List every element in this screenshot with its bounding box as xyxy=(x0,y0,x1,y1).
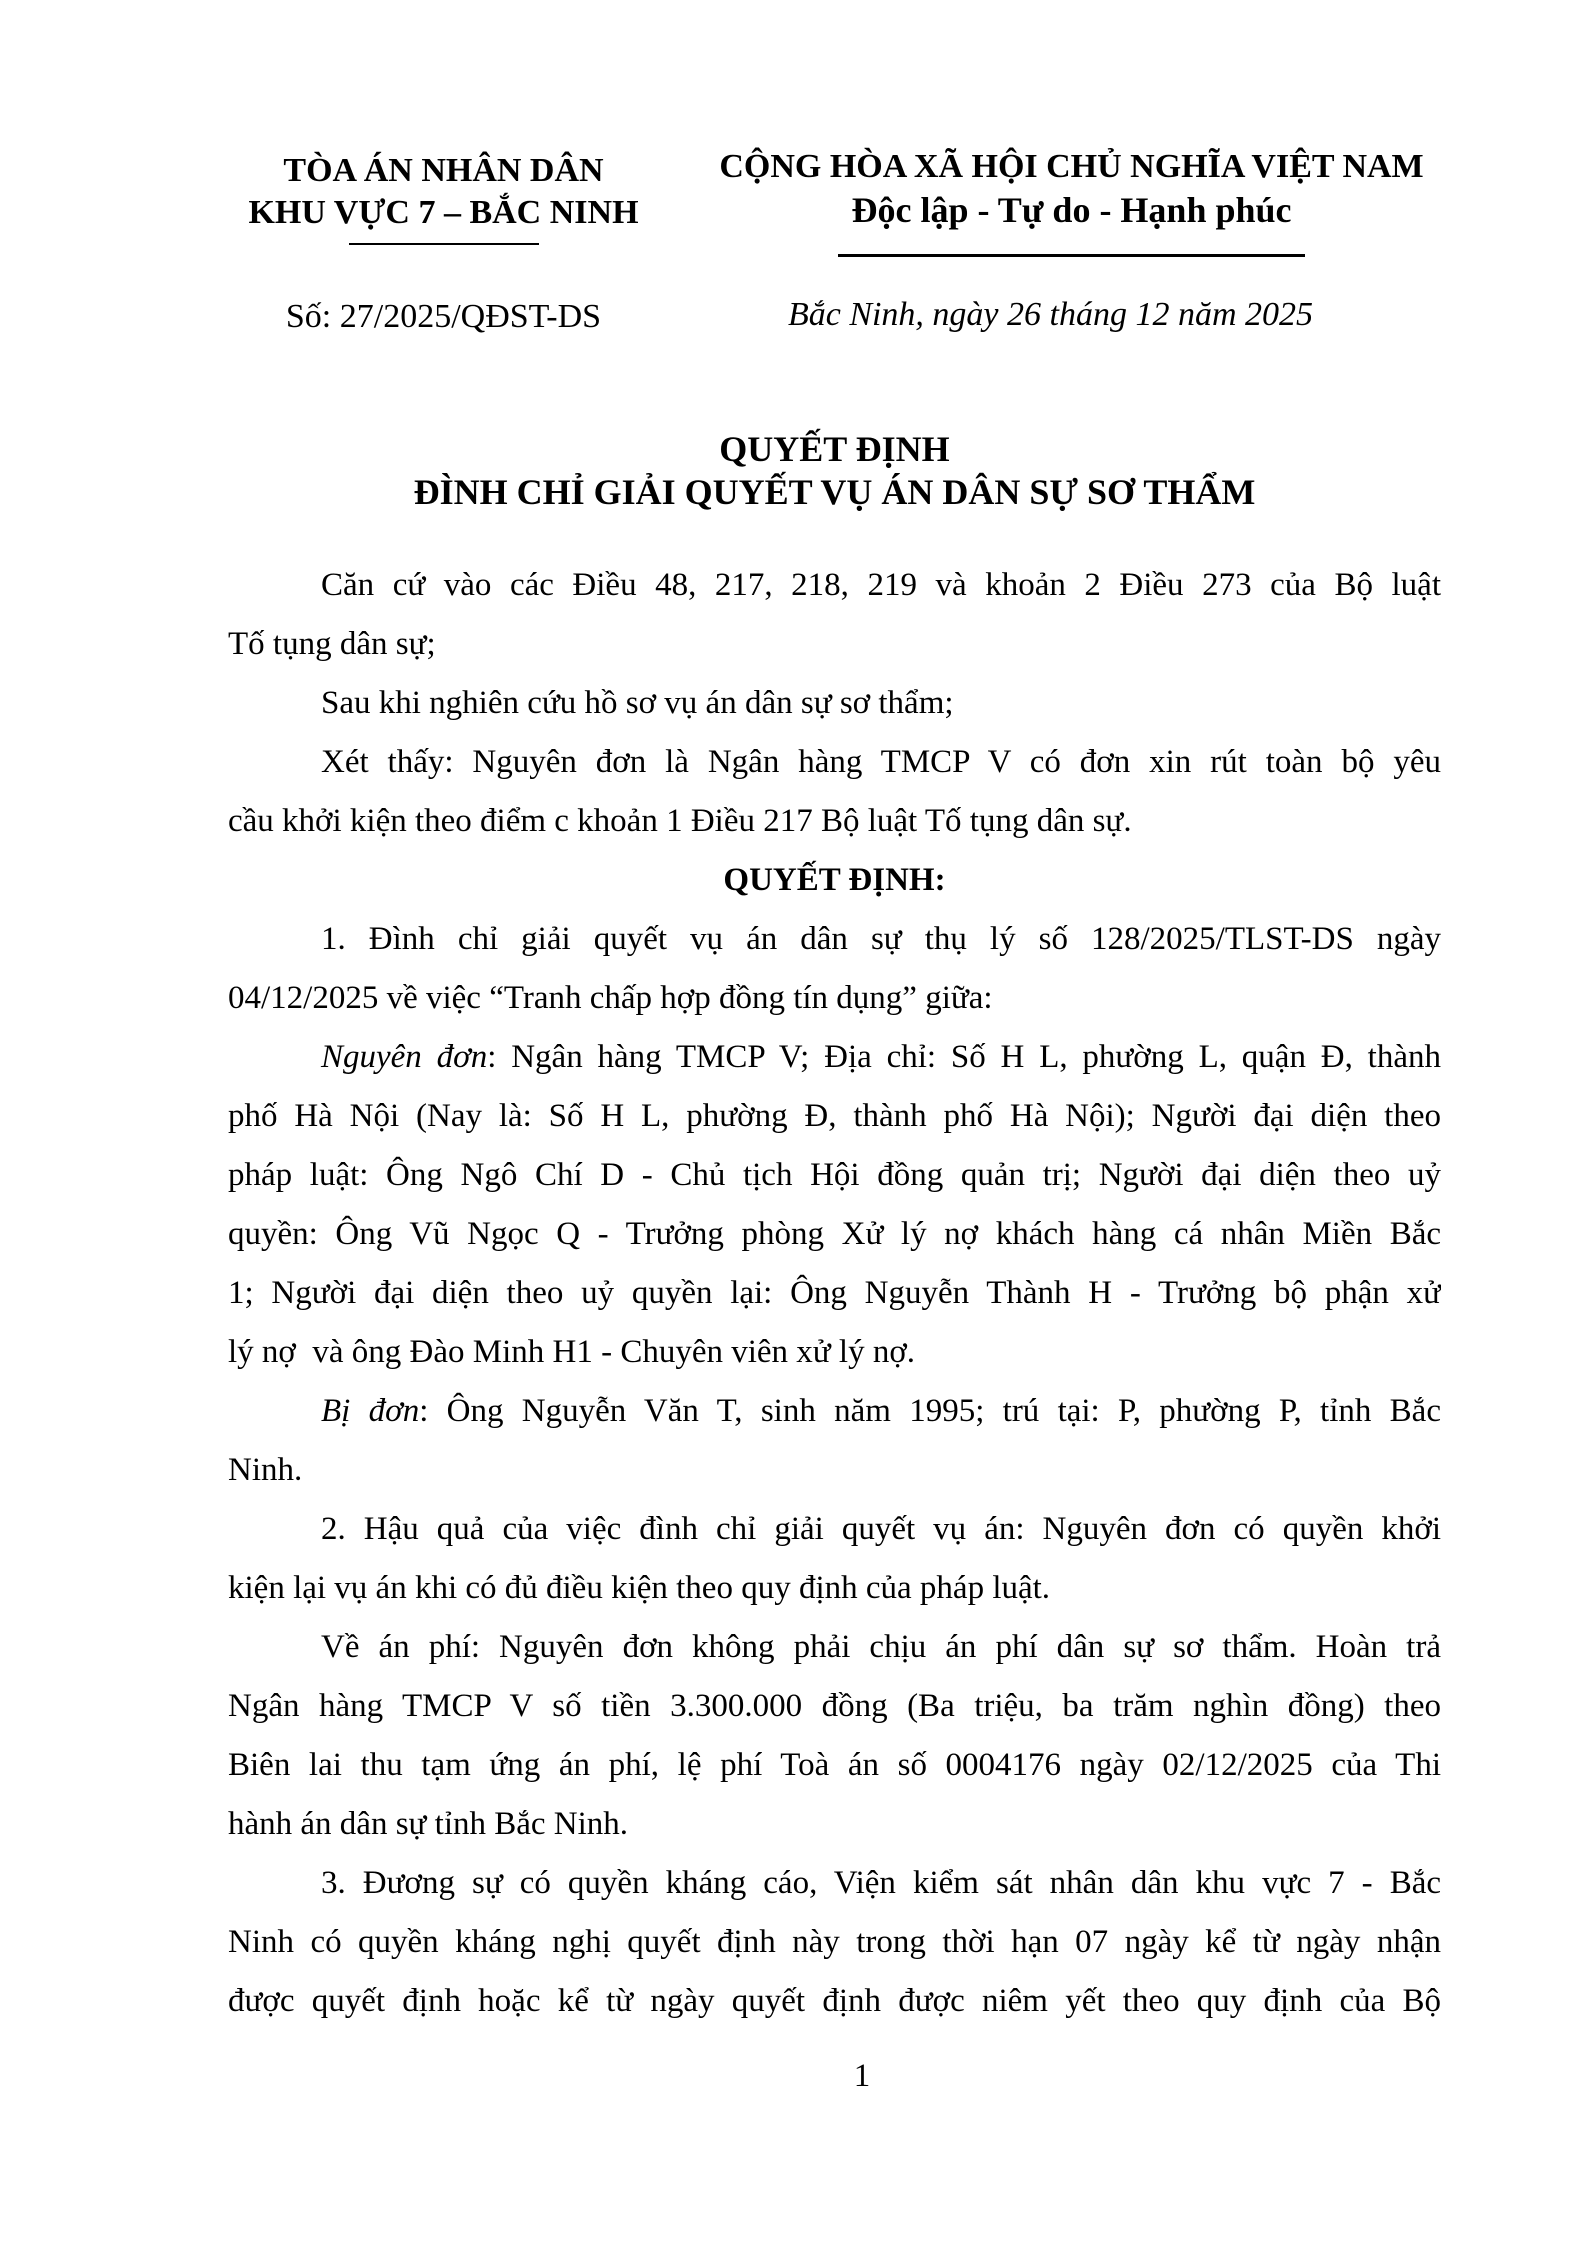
body-line: Ninh. xyxy=(228,1452,303,1488)
body-line: 04/12/2025 về việc “Tranh chấp hợp đồng tín dụng” giữa: xyxy=(228,980,993,1016)
body-line: Tố tụng dân sự; xyxy=(228,626,436,662)
page-number: 1 xyxy=(853,2058,871,2094)
body-line: Ngân hàng TMCP V số tiền 3.300.000 đồng (Ba triệu, ba trăm nghìn đồng) theo xyxy=(228,1688,1441,1724)
republic-motto: Độc lập - Tự do - Hạnh phúc xyxy=(851,190,1292,230)
body-line xyxy=(228,1382,1441,1441)
body-line: Sau khi nghiên cứu hồ sơ vụ án dân sự sơ thẩm; xyxy=(321,685,954,721)
line-text: : Ông Nguyễn Văn T, sinh năm 1995; trú tại: P, phường P, tỉnh Bắc xyxy=(419,1393,1441,1429)
decision-number: Số: 27/2025/QĐST-DS xyxy=(285,298,602,335)
body-line: Xét thấy: Nguyên đơn là Ngân hàng TMCP V có đơn xin rút toàn bộ yêu xyxy=(321,744,1441,780)
title-line1: QUYẾT ĐỊNH xyxy=(719,429,950,469)
place-and-date: Bắc Ninh, ngày 26 tháng 12 năm 2025 xyxy=(787,296,1314,333)
body-line: 2. Hậu quả của việc đình chỉ giải quyết vụ án: Nguyên đơn có quyền khởi xyxy=(321,1511,1441,1547)
body-line: Biên lai thu tạm ứng án phí, lệ phí Toà án số 0004176 ngày 02/12/2025 của Thi xyxy=(228,1747,1441,1783)
court-header-rule xyxy=(349,243,539,245)
body-line: Ninh có quyền kháng nghị quyết định này trong thời hạn 07 ngày kể từ ngày nhận xyxy=(228,1924,1441,1960)
body-line: được quyết định hoặc kể từ ngày quyết định được niêm yết theo quy định của Bộ xyxy=(228,1983,1441,2019)
document-title xyxy=(228,428,1441,514)
court-header-block xyxy=(227,150,660,245)
body-line: pháp luật: Ông Ngô Chí D - Chủ tịch Hội đồng quản trị; Người đại diện theo uỷ xyxy=(228,1157,1441,1193)
body-line: 1; Người đại diện theo uỷ quyền lại: Ông Nguyễn Thành H - Trưởng bộ phận xử xyxy=(228,1275,1441,1311)
body-line: hành án dân sự tỉnh Bắc Ninh. xyxy=(228,1806,629,1842)
national-header-block xyxy=(713,146,1430,257)
republic-name: CỘNG HÒA XÃ HỘI CHỦ NGHĨA VIỆT NAM xyxy=(719,148,1424,185)
body-line: Căn cứ vào các Điều 48, 217, 218, 219 và khoản 2 Điều 273 của Bộ luật xyxy=(321,567,1441,603)
section-heading: QUYẾT ĐỊNH: xyxy=(723,862,946,898)
body-lines xyxy=(228,556,1441,2031)
body-line: 1. Đình chỉ giải quyết vụ án dân sự thụ lý số 128/2025/TLST-DS ngày xyxy=(321,921,1441,957)
body-line xyxy=(228,1028,1441,1087)
body-line: quyền: Ông Vũ Ngọc Q - Trưởng phòng Xử lý nợ khách hàng cá nhân Miền Bắc xyxy=(228,1216,1441,1252)
party-label: Nguyên đơn xyxy=(321,1039,488,1075)
body-line: 3. Đương sự có quyền kháng cáo, Viện kiểm sát nhân dân khu vực 7 - Bắc xyxy=(321,1865,1441,1901)
national-header-rule xyxy=(838,254,1305,257)
body-line: kiện lại vụ án khi có đủ điều kiện theo quy định của pháp luật. xyxy=(228,1570,1051,1606)
party-label: Bị đơn xyxy=(321,1393,420,1429)
body-line: lý nợ và ông Đào Minh H1 - Chuyên viên xử lý nợ. xyxy=(228,1334,916,1370)
body-line: cầu khởi kiện theo điểm c khoản 1 Điều 217 Bộ luật Tố tụng dân sự. xyxy=(228,803,1132,839)
court-name-line1: TÒA ÁN NHÂN DÂN xyxy=(283,152,604,189)
line-text: : Ngân hàng TMCP V; Địa chỉ: Số H L, phường L, quận Đ, thành xyxy=(487,1039,1441,1075)
body-line: phố Hà Nội (Nay là: Số H L, phường Đ, thành phố Hà Nội); Người đại diện theo xyxy=(228,1098,1441,1134)
court-name-line2: KHU VỰC 7 – BẮC NINH xyxy=(248,194,639,231)
body-line: Về án phí: Nguyên đơn không phải chịu án phí dân sự sơ thẩm. Hoàn trả xyxy=(321,1629,1441,1665)
title-line2: ĐÌNH CHỈ GIẢI QUYẾT VỤ ÁN DÂN SỰ SƠ THẨM xyxy=(413,472,1256,512)
